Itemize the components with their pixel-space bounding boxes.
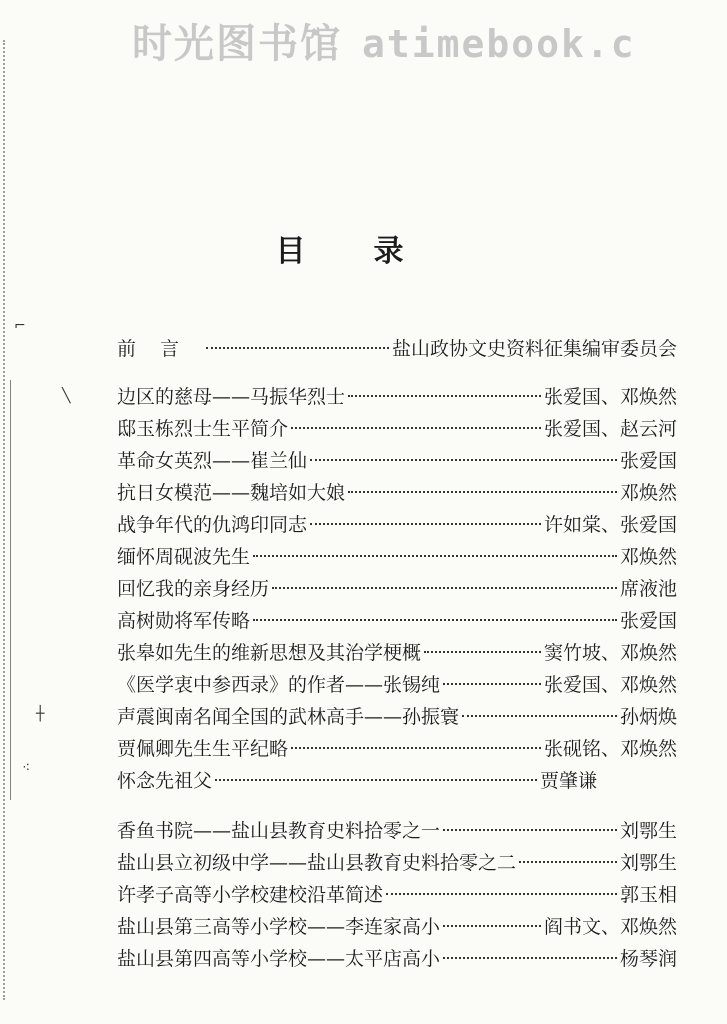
entry-author: 邓焕然: [619, 546, 677, 568]
scan-mark: ┼: [36, 706, 45, 722]
entry-title: 前言: [117, 338, 204, 360]
entry-author: 阎书文、邓焕然: [543, 916, 677, 938]
leader-dots: [443, 957, 617, 959]
page-title: 目录: [275, 234, 472, 269]
entry-author: 张砚铭、邓焕然: [543, 738, 677, 760]
leader-dots: [215, 779, 537, 781]
entry-author: 盐山政协文史资料征集编审委员会: [391, 338, 677, 360]
toc-row: [117, 542, 677, 574]
toc-row: [117, 478, 677, 510]
entry-author: 刘鄂生: [619, 820, 677, 842]
entry-author: 刘鄂生: [619, 852, 677, 874]
watermark: [132, 12, 636, 69]
entry-author: 张爱国、赵云河: [543, 418, 677, 440]
watermark-name: 时光图书馆: [132, 21, 342, 67]
preface-entry: [117, 334, 677, 366]
entry-author: 张爱国、邓焕然: [543, 386, 677, 408]
entry-title: 许孝子高等小学校建校沿革简述: [117, 884, 384, 906]
entry-title: 缅怀周砚波先生: [117, 546, 251, 568]
toc-row: [117, 510, 677, 542]
entry-title: 盐山县立初级中学——盐山县教育史料拾零之二: [117, 852, 517, 874]
entry-author: 张爱国、邓焕然: [543, 674, 677, 696]
entry-author: 张爱国: [619, 610, 677, 632]
page-edge: [3, 40, 7, 1000]
entry-title: 声震闽南名闻全国的武林高手——孙振寰: [117, 706, 460, 728]
toc-row: [117, 880, 677, 912]
leader-dots: [291, 747, 541, 749]
entry-title: 张皋如先生的维新思想及其治学梗概: [117, 642, 422, 664]
entry-title: 邸玉栋烈士生平简介: [117, 418, 289, 440]
scan-mark: ╲: [62, 388, 71, 404]
toc-row: [117, 734, 677, 766]
entry-title: 革命女英烈——崔兰仙: [117, 450, 308, 472]
leader-dots: [348, 395, 541, 397]
entry-title: 战争年代的仇鸿印同志: [117, 514, 308, 536]
leader-dots: [310, 459, 617, 461]
entry-title: 回忆我的亲身经历: [117, 578, 270, 600]
entry-author: 杨琴润: [619, 948, 677, 970]
entry-title: 盐山县第三高等小学校——李连家高小: [117, 916, 441, 938]
leader-dots: [253, 555, 617, 557]
entry-title: 怀念先祖父: [117, 770, 213, 792]
toc-row: [117, 382, 677, 414]
leader-dots: [253, 619, 617, 621]
toc-row: [117, 816, 677, 848]
entry-author: 孙炳焕: [619, 706, 677, 728]
entry-title: 高树勋将军传略: [117, 610, 251, 632]
entry-author: 许如棠、张爱国: [543, 514, 677, 536]
leader-dots: [348, 491, 617, 493]
toc-row: [117, 670, 677, 702]
entry-author: 张爱国: [619, 450, 677, 472]
leader-dots: [443, 829, 617, 831]
leader-dots: [424, 651, 541, 653]
toc-row: [117, 702, 677, 734]
leader-dots: [272, 587, 617, 589]
scan-mark: ⁖: [22, 760, 31, 776]
entry-author: 窦竹坡、邓焕然: [543, 642, 677, 664]
leader-dots: [291, 427, 541, 429]
entry-title: 贾佩卿先生生平纪略: [117, 738, 289, 760]
entry-title: 边区的慈母——马振华烈士: [117, 386, 346, 408]
entry-author: 贾肇谦: [539, 770, 597, 792]
leader-dots: [462, 715, 617, 717]
toc-row: [117, 574, 677, 606]
toc-row: [117, 912, 677, 944]
toc-section-2: [117, 816, 677, 976]
toc-row: [117, 606, 677, 638]
entry-title: 《医学衷中参西录》的作者——张锡纯: [117, 674, 441, 696]
toc-section-1: [117, 382, 677, 798]
leader-dots: [310, 523, 541, 525]
toc-row: [117, 446, 677, 478]
leader-dots: [206, 347, 389, 349]
leader-dots: [443, 683, 541, 685]
leader-dots: [443, 925, 541, 927]
toc-row: [117, 334, 677, 366]
entry-title: 盐山县第四高等小学校——太平店高小: [117, 948, 441, 970]
scan-mark: ⌐: [14, 318, 26, 334]
toc-row: [117, 944, 677, 976]
watermark-site: atimebook.c: [362, 22, 636, 66]
toc-row: [117, 414, 677, 446]
toc-row: [117, 848, 677, 880]
toc-row: [117, 638, 677, 670]
entry-author: 邓焕然: [619, 482, 677, 504]
entry-author: 席液池: [619, 578, 677, 600]
entry-title: 抗日女模范——魏培如大娘: [117, 482, 346, 504]
entry-title: 香鱼书院——盐山县教育史料拾零之一: [117, 820, 441, 842]
toc-row: [117, 766, 597, 798]
entry-author: 郭玉相: [619, 884, 677, 906]
leader-dots: [386, 893, 617, 895]
leader-dots: [519, 861, 617, 863]
binding-line: [10, 380, 11, 800]
